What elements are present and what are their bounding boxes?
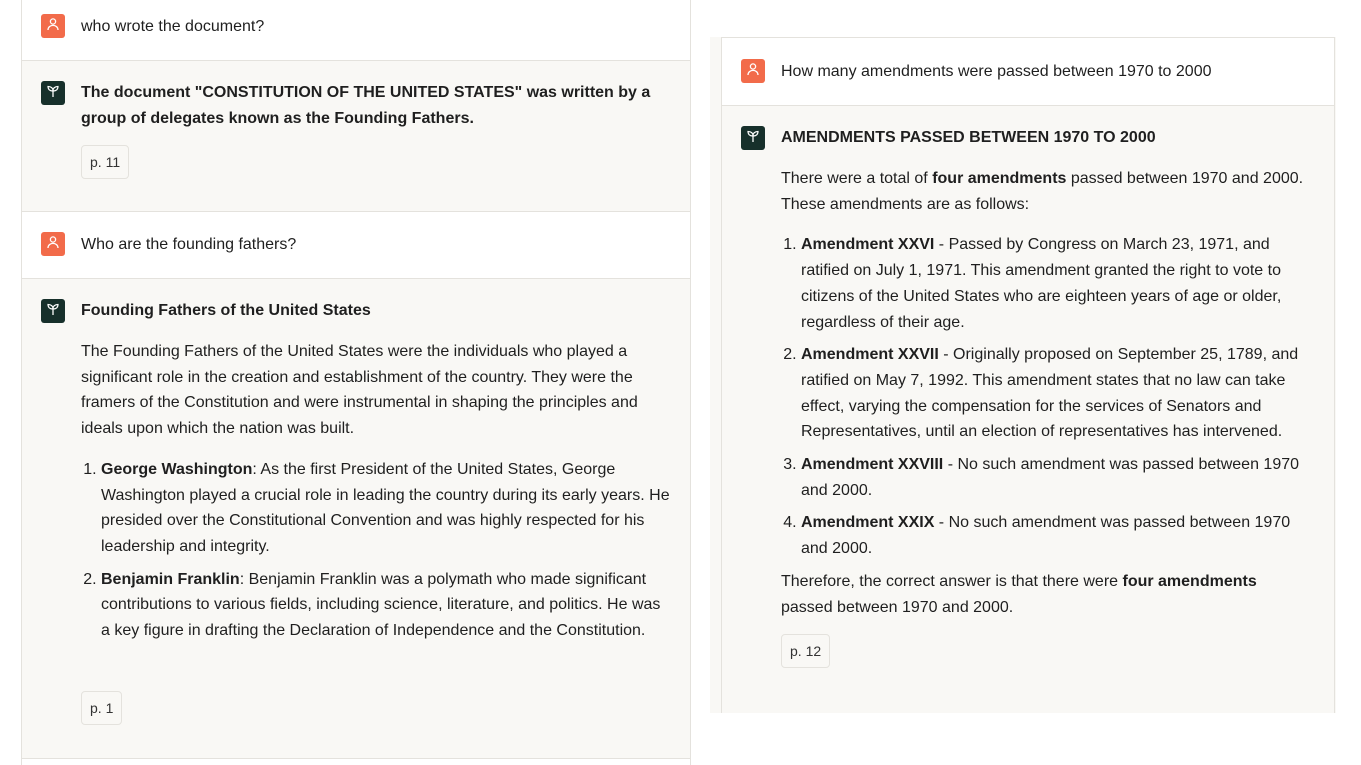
list-item-text: : Benjamin Franklin was a polymath who made significant contributions to various fields, including science, literature, and politics. He was a key figure in drafting the Declaration of Independence and the Constitution. [101,570,661,640]
user-icon [746,62,760,81]
list-item-title: Amendment XXIX [801,514,935,532]
assistant-message [722,106,1334,713]
assistant-message [22,61,690,212]
list-item [801,510,1312,561]
answer-list [81,457,672,644]
page-reference-chip[interactable]: p. 11 [81,145,129,179]
list-item-text: : As the first President of the United States, George Washington played a crucial role in leading the country during its early years. He presided over the Constitutional Convention and was highly respected for his leadership and integrity. [101,460,670,555]
conclusion-text: Therefore, the correct answer is that there were [781,572,1123,590]
page-reference-chip[interactable]: p. 12 [781,634,830,668]
user-question: How many amendments were passed between 1970 to 2000 [781,63,1212,80]
user-avatar [741,59,765,83]
user-avatar [41,232,65,256]
list-item [101,567,672,644]
list-item [101,457,672,560]
list-item [801,452,1312,503]
answer-heading: Founding Fathers of the United States [81,302,371,319]
intro-text: There were a total of [781,170,933,187]
sprout-icon [746,129,760,148]
right-chat-column [721,37,1335,713]
conclusion-bold: four amendments [1122,572,1257,590]
list-item-text: - Passed by Congress on March 23, 1971, and ratified on July 1, 1971. This amendment granted the right to vote to citizens of the United States who are eighteen years of age or older, regardless of their age. [801,236,1282,331]
assistant-avatar [741,126,765,150]
user-message [22,212,690,279]
list-item-title: Amendment XXVIII [801,456,944,474]
list-item-title: George Washington [101,460,253,478]
assistant-answer [81,298,672,651]
sprout-icon [46,302,60,321]
list-item-title: Amendment XXVII [801,346,939,364]
user-message [722,38,1334,106]
assistant-avatar [41,299,65,323]
list-item-text: - No such amendment was passed between 1970 and 2000. [801,514,1291,558]
right-chat-panel [710,37,1336,713]
list-item-title: Amendment XXVI [801,236,935,254]
intro-bold: four amendments [932,170,1067,187]
left-chat-panel [21,0,691,765]
answer-intro [781,166,1312,217]
list-item-title: Benjamin Franklin [101,570,240,588]
assistant-avatar [41,81,65,105]
answer-intro: The Founding Fathers of the United States were the individuals who played a significant role in the creation and establishment of the country. They were the framers of the Constitution and were instrumental in shaping the principles and ideals upon which the nation was built. [81,343,638,438]
user-avatar [41,14,65,38]
list-item [801,232,1312,335]
intro-text: passed between 1970 and 2000. These amendments are as follows: [781,170,1304,213]
conclusion-text: passed between 1970 and 2000. [781,598,1014,616]
user-question: who wrote the document? [81,18,265,35]
answer-heading: AMENDMENTS PASSED BETWEEN 1970 TO 2000 [781,129,1156,146]
page-reference-chip[interactable]: p. 1 [81,691,122,725]
user-question: Who are the founding fathers? [81,236,297,253]
sprout-icon [46,84,60,103]
user-icon [46,235,60,254]
assistant-message [22,279,690,759]
assistant-answer-text: The document "CONSTITUTION OF THE UNITED STATES" was written by a group of delegates known as the Founding Fathers. [81,84,651,127]
user-message [22,0,690,61]
assistant-answer [781,125,1312,620]
answer-list [781,232,1312,561]
list-item [801,342,1312,445]
list-item-text: - Originally proposed on September 25, 1789, and ratified on May 7, 1992. This amendment states that no law can take effect, varying the compensation for the services of Senators and Representatives, until an election of representatives has intervened. [801,346,1299,441]
list-item-text: - No such amendment was passed between 1970 and 2000. [801,456,1300,499]
answer-conclusion [781,569,1312,620]
user-icon [46,17,60,36]
